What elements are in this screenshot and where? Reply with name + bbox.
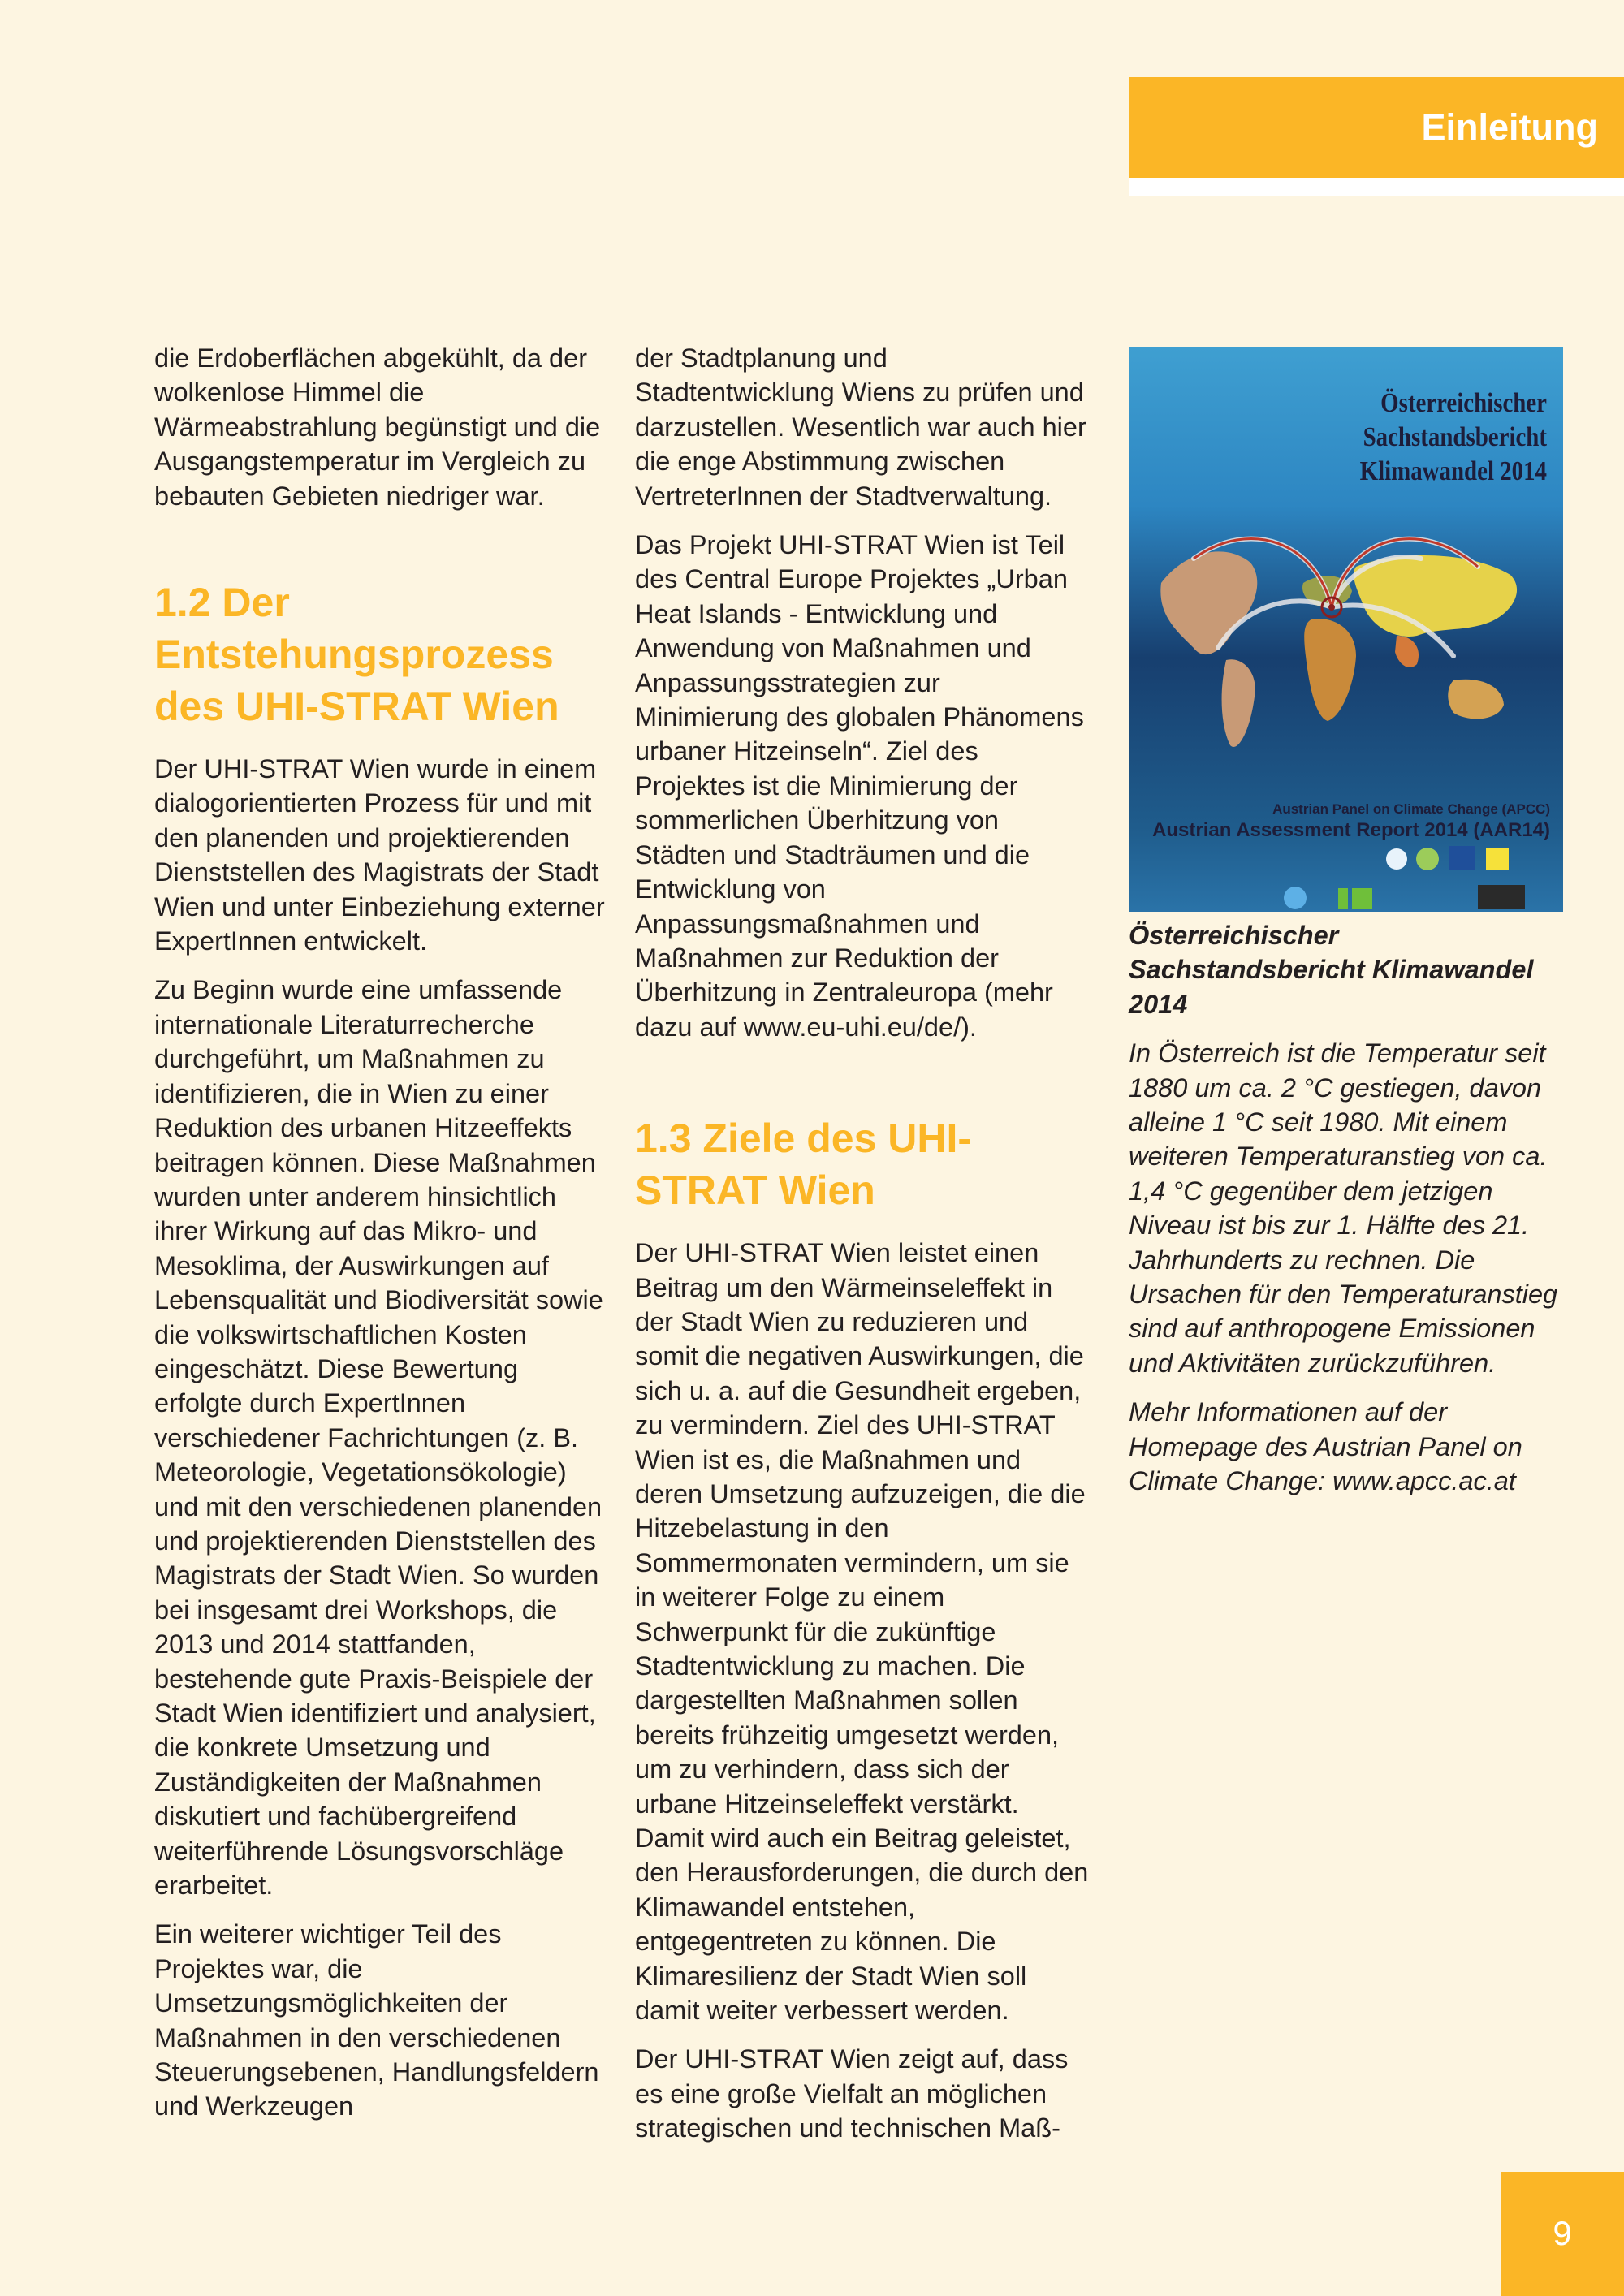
section-tab-label: Einleitung <box>1421 106 1598 148</box>
cover-title-line: Klimawandel 2014 <box>1359 456 1547 486</box>
cover-title-line: Österreichischer Sachstandsbericht <box>1363 388 1547 452</box>
sidebar <box>1129 347 1567 1513</box>
paragraph-continued: die Erdoberflächen abgekühlt, da der wolkenlose Himmel die Wärmeabstrahlung begünstigt und die Ausgangstemperatur im Vergleich zu bebauten Gebieten niedriger war. <box>154 343 601 511</box>
paragraph: Ein weiterer wichtiger Teil des Projektes war, die Umsetzungsmöglichkeiten der Maßnahmen in den verschiedenen Steuerungsebenen, Handlungsfeldern und Werkzeugen <box>154 1919 599 2121</box>
logo-mark <box>1449 846 1475 870</box>
logo-mark <box>1338 888 1372 909</box>
paragraph: Der UHI-STRAT Wien zeigt auf, dass es eine große Vielfalt an möglichen strategischen und technischen Maß- <box>635 2044 1069 2143</box>
world-map-graphic <box>1129 486 1563 786</box>
logo-mark <box>1478 885 1525 909</box>
paragraph: Zu Beginn wurde eine umfassende internationale Literaturrecherche durchgeführt, um Maßnahmen zu identifizieren, die in Wien zu einer Reduktion des urbanen Hitzeeffekts beitragen können. Diese Maßnahmen wurden unter anderem hinsichtlich ihrer Wirkung auf das Mikro- und Mesoklima, der Auswirkungen auf Lebensqualität und Biodiversität sowie die volkswirtschaftlichen Kosten eingeschätzt. Diese Bewertung erfolgte durch ExpertInnen verschiedener Fachrichtungen (z. B. Meteorologie, Vegetationsökologie) und mit den verschiedenen planenden und projektierenden Dienststellen des Magistrats der Stadt Wien. So wurden bei insgesamt drei Workshops, die 2013 und 2014 stattfanden, bestehende gute Praxis-Beispiele der Stadt Wien identifiziert und analysiert, die konkrete Umsetzung und Zuständigkeiten der Maßnahmen diskutiert und fachübergreifend weiterführende Lösungsvorschläge erarbeitet. <box>154 975 603 1901</box>
heading-1-3: 1.3 Ziele des UHI-STRAT Wien <box>635 1116 972 1214</box>
section-tab <box>1129 77 1624 178</box>
logo-mark <box>1284 887 1307 909</box>
section-tab-strip <box>1129 178 1624 196</box>
figure-caption: In Österreich ist die Temperatur seit 1880 um ca. 2 °C gestiegen, davon alleine 1 °C seit 1980. Mit einem weiteren Temperaturanstieg von ca. 1,4 °C gegenüber dem jetzigen Niveau ist bis zur 1. Hälfte des 21. Jahrhunderts zu rechnen. Die Ursachen für den Temperaturanstieg sind auf anthropogene Emissionen und Aktivitäten zurückzuführen. <box>1129 1038 1558 1378</box>
column-middle <box>635 341 1090 2160</box>
cover-report-text: Austrian Assessment Report 2014 (AAR14) <box>1152 819 1550 841</box>
partner-logos <box>1129 835 1563 912</box>
column-left <box>154 341 609 2138</box>
paragraph: Der UHI-STRAT Wien leistet einen Beitrag um den Wärmeinseleffekt in der Stadt Wien zu reduzieren und somit die negativen Auswirkungen, die sich u. a. auf die Gesundheit ergeben, zu vermindern. Ziel des UHI-STRAT Wien ist es, die Maßnahmen und deren Umsetzung aufzuzeigen, die die Hitzebelastung in den Sommermonaten vermindern, um sie in weiterer Folge zu einem Schwerpunkt für die zukünftige Stadtentwicklung zu machen. Die dargestellten Maßnahmen sollen bereits frühzeitig umgesetzt werden, um zu verhindern, dass sich der urbane Hitzeinseleffekt verstärkt. Damit wird auch ein Beitrag geleistet, den Herausforderungen, die durch den Klimawandel entstehen, entgegentreten zu können. Die Klimaresilienz der Stadt Wien soll damit weiter verbessert werden. <box>635 1238 1089 2026</box>
page-number: 9 <box>1553 2214 1572 2252</box>
cover-panel-text: Austrian Panel on Climate Change (APCC) <box>1272 801 1550 817</box>
heading-1-2: 1.2 Der Entstehungsprozess des UHI-STRAT Wien <box>154 580 559 730</box>
report-cover-image <box>1129 347 1563 912</box>
logo-mark <box>1386 848 1407 870</box>
paragraph: Der UHI-STRAT Wien wurde in einem dialogorientierten Prozess für und mit den planenden und projektierenden Dienststellen des Magistrats der Stadt Wien und unter Einbeziehung externer ExpertInnen entwickelt. <box>154 754 605 956</box>
paragraph: Das Projekt UHI-STRAT Wien ist Teil des Central Europe Projektes „Urban Heat Islands - Entwicklung und Anwendung von Maßnahmen und Anpassungsstrategien zur Minimierung des globalen Phänomens urbaner Hitzeinseln“. Ziel des Projektes ist die Minimierung der sommerlichen Überhitzung von Städten und Stadträumen und die Entwicklung von Anpassungsmaßnahmen und Maßnahmen zur Reduktion der Überhitzung in Zentraleuropa (mehr dazu auf www.eu-uhi.eu/de/). <box>635 530 1084 1042</box>
figure-caption-title: Österreichischer Sachstandsbericht Klimawandel 2014 <box>1129 921 1534 1019</box>
page-number-box <box>1501 2172 1624 2296</box>
logo-mark <box>1486 848 1509 870</box>
cover-title <box>1205 386 1547 489</box>
paragraph: der Stadtplanung und Stadtentwicklung Wiens zu prüfen und darzustellen. Wesentlich war auch hier die enge Abstimmung zwischen VertreterInnen der Stadtverwaltung. <box>635 343 1086 511</box>
more-info-note: Mehr Informationen auf der Homepage des Austrian Panel on Climate Change: www.apcc.ac.at <box>1129 1397 1522 1496</box>
logo-mark <box>1416 848 1439 870</box>
